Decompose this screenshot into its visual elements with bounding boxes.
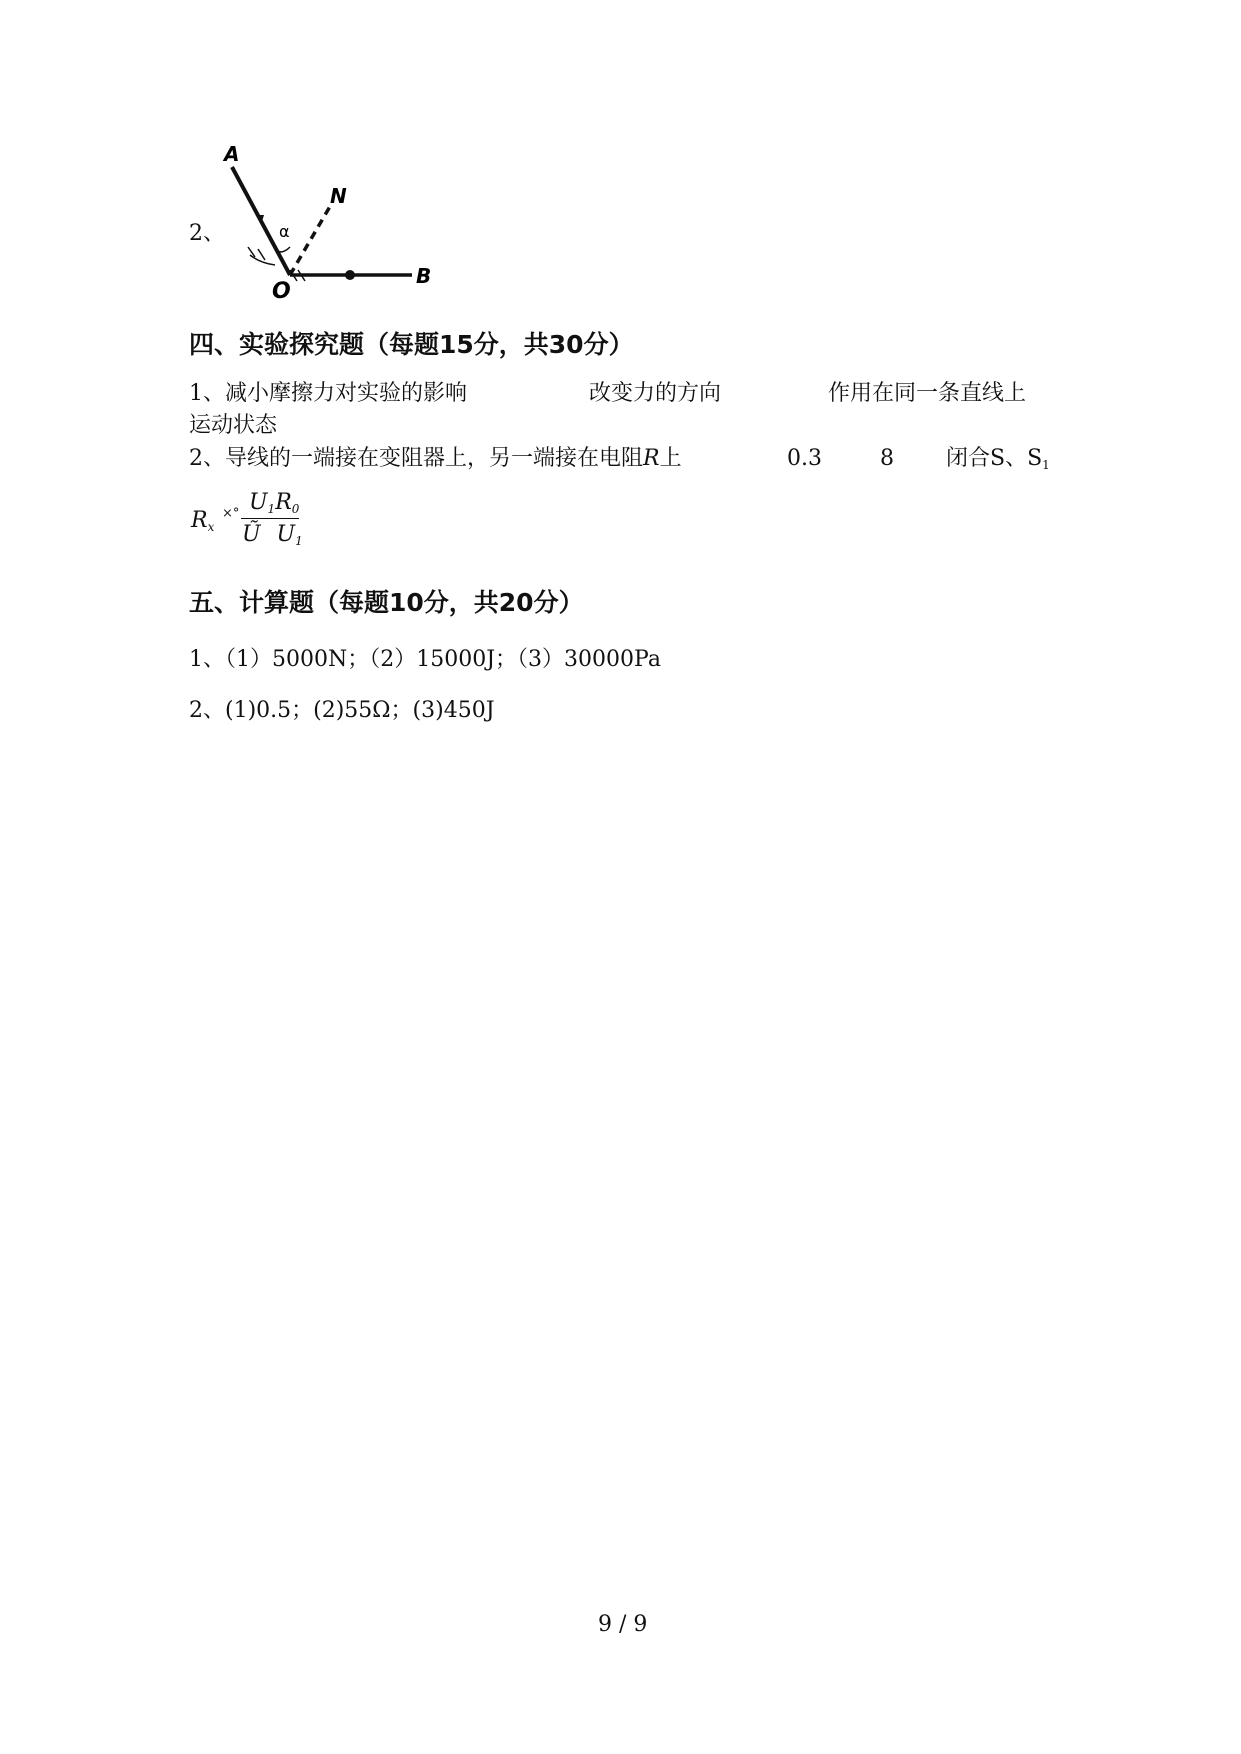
normal-line — [290, 203, 332, 275]
formula-denominator — [242, 522, 303, 548]
formula-num-u: U — [249, 490, 268, 515]
angle-label: α — [279, 222, 290, 241]
section4-heading: 四、实验探究题（每题15分，共30分） — [189, 330, 634, 359]
formula-num-u-sub: 1 — [267, 502, 276, 516]
formula-lhs-sub: x — [207, 520, 215, 534]
reflected-arrow-icon — [345, 270, 355, 280]
s4-q2-label: 2、 — [189, 446, 225, 471]
section5-heading: 五、计算题（每题10分，共20分） — [189, 588, 584, 617]
s4-q1-answer-2: 改变力的方向 — [589, 381, 722, 406]
s5-q1-answer: 1、（1）5000N；（2）15000J；（3）30000Pa — [189, 647, 661, 672]
formula-num-r: R — [275, 490, 292, 515]
reflection-diagram — [220, 145, 440, 305]
s4-q2-close-sub: 1 — [1042, 458, 1050, 472]
s4-q2-value-2: 8 — [880, 446, 894, 471]
formula-den-b-sub: 1 — [295, 534, 303, 548]
s4-q2-close-text: 闭合S、S — [946, 446, 1043, 471]
point-b-label: B — [416, 264, 432, 288]
formula-den-b: U — [276, 522, 296, 547]
s4-q2-answer-text — [225, 446, 682, 472]
formula-lhs-var: R — [191, 508, 208, 533]
s4-q2-text-a: 导线的一端接在变阻器上，另一端接在电阻 — [225, 446, 644, 471]
formula-den-a: Ũ — [242, 522, 261, 547]
resistance-formula — [191, 490, 321, 556]
point-a-label: A — [224, 145, 240, 166]
fraction-bar — [241, 518, 299, 519]
s4-q1-answer-1: 减小摩擦力对实验的影响 — [225, 381, 468, 406]
formula-numerator — [249, 490, 299, 516]
page-number: 9 / 9 — [598, 1612, 648, 1637]
s4-q2-var-r: R — [643, 446, 660, 471]
point-n-label: N — [330, 184, 347, 208]
formula-equals: ×° — [222, 506, 240, 521]
s4-q1-answer-4: 运动状态 — [189, 413, 278, 438]
formula-num-r-sub: 0 — [291, 502, 300, 516]
s4-q1-answer-3: 作用在同一条直线上 — [828, 381, 1027, 406]
s5-q2-answer: 2、(1)0.5；(2)55Ω；(3)450J — [189, 698, 495, 723]
formula-lhs — [191, 508, 214, 540]
point-o-label: O — [272, 279, 291, 304]
s4-q2-close — [946, 446, 1050, 478]
s4-q1-label: 1、 — [189, 381, 225, 406]
s4-q2-text-b: 上 — [659, 446, 682, 471]
item-number: 2、 — [189, 221, 225, 246]
s4-q2-value-1: 0.3 — [787, 446, 822, 471]
